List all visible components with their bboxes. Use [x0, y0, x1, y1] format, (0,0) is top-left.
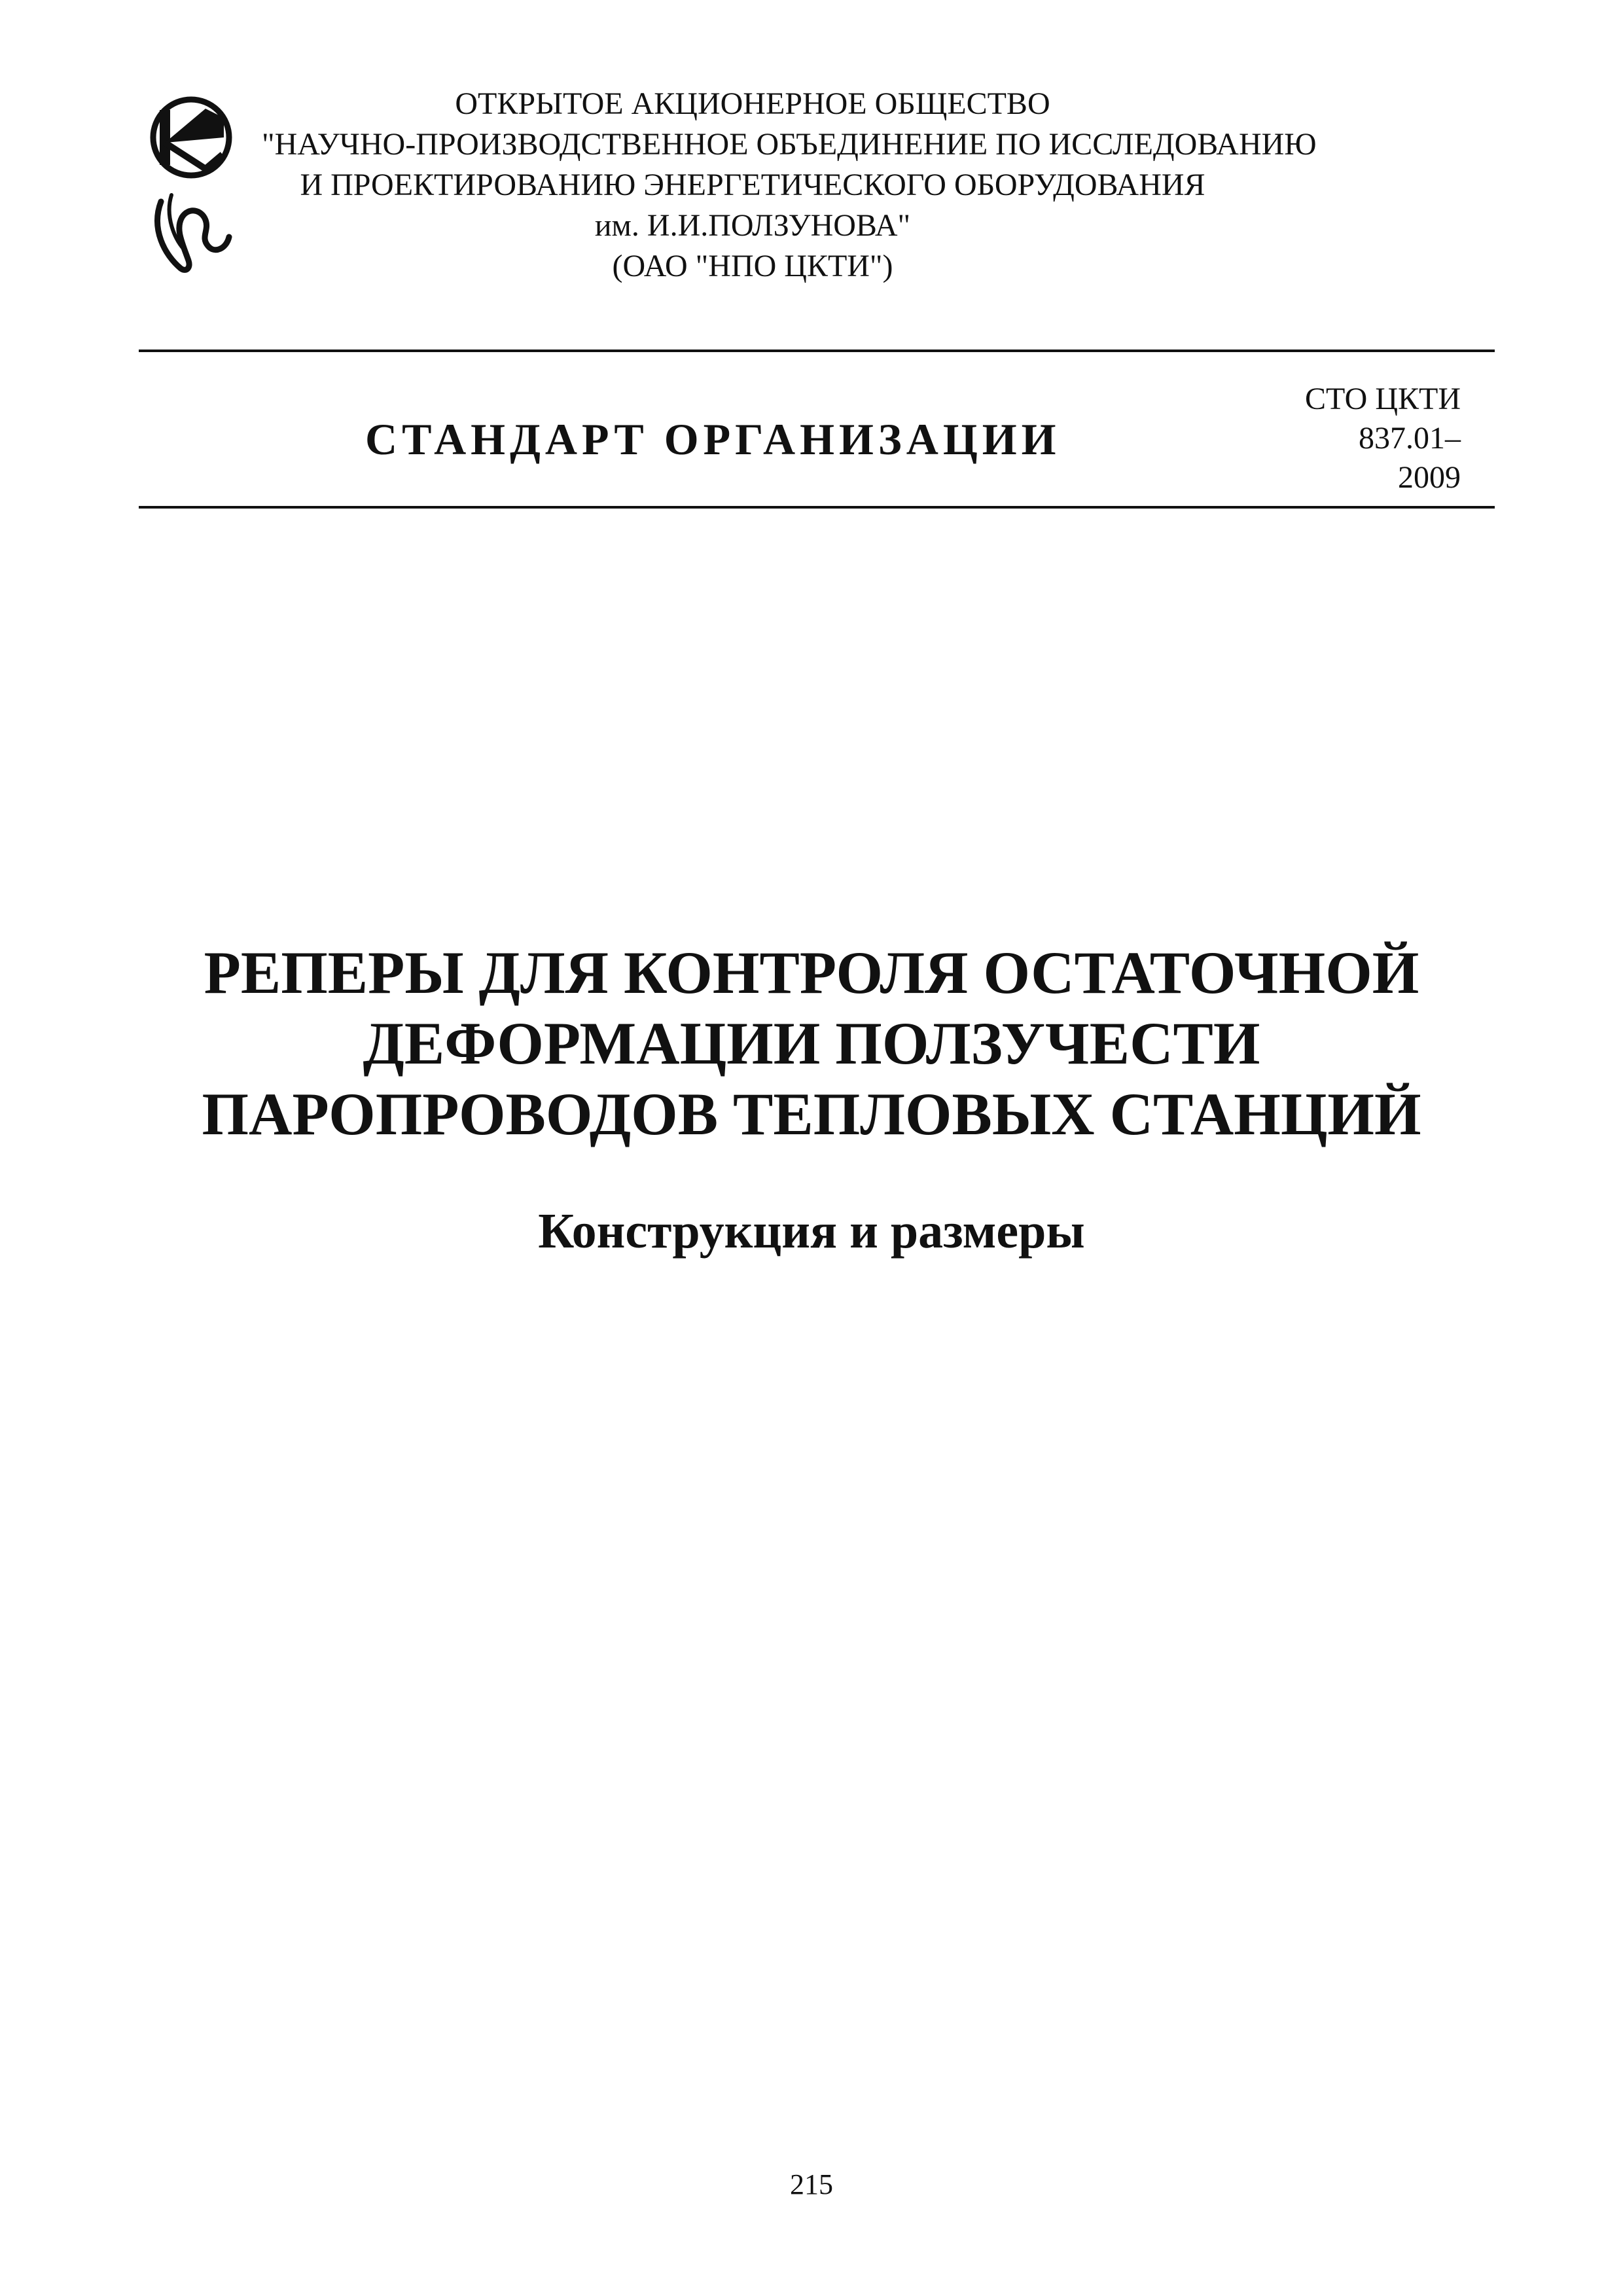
standard-code: [1217, 380, 1461, 497]
top-divider: [139, 350, 1495, 352]
document-title-line: РЕПЕРЫ ДЛЯ КОНТРОЛЯ ОСТАТОЧНОЙ: [204, 939, 1419, 1006]
ckti-emblem-icon: [145, 92, 237, 281]
standard-code-line: 2009: [1398, 460, 1461, 495]
document-title-line: ПАРОПРОВОДОВ ТЕПЛОВЫХ СТАНЦИЙ: [202, 1081, 1421, 1147]
document-subtitle: Конструкция и размеры: [538, 1204, 1085, 1259]
org-line: им. И.И.ПОЛЗУНОВА": [594, 208, 911, 243]
bottom-divider: [139, 506, 1495, 509]
page-number: 215: [790, 2168, 833, 2200]
standard-code-line: СТО ЦКТИ: [1304, 382, 1461, 416]
standard-title: СТАНДАРТ ОРГАНИЗАЦИИ: [365, 414, 1061, 464]
document-title-line: ДЕФОРМАЦИИ ПОЛЗУЧЕСТИ: [363, 1010, 1260, 1077]
org-line: "НАУЧНО-ПРОИЗВОДСТВЕННОЕ ОБЪЕДИНЕНИЕ ПО ИССЛЕДОВАНИЮ: [262, 127, 1317, 162]
standard-code-line: 837.01–: [1359, 421, 1461, 456]
org-line: (ОАО "НПО ЦКТИ"): [612, 249, 893, 283]
organization-header: [262, 84, 1317, 287]
org-line: ОТКРЫТОЕ АКЦИОНЕРНОЕ ОБЩЕСТВО: [455, 86, 1050, 121]
org-line: И ПРОЕКТИРОВАНИЮ ЭНЕРГЕТИЧЕСКОГО ОБОРУДОВАНИЯ: [300, 168, 1205, 202]
document-title: [131, 937, 1492, 1149]
